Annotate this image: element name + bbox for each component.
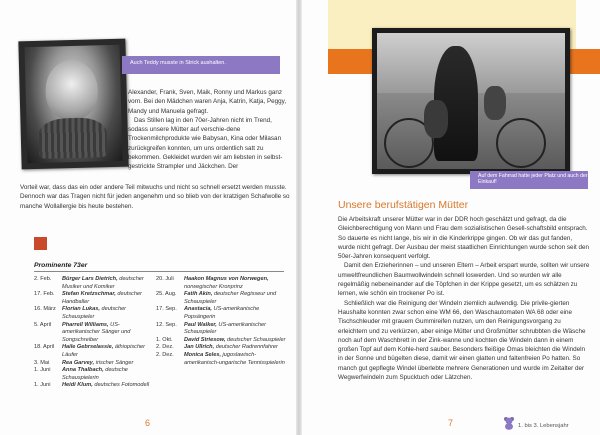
prominent-date: 1. Juni: [34, 382, 51, 389]
prominent-entry: [34, 382, 156, 390]
prominent-description: [62, 382, 149, 390]
prominent-name: Heidi Klum,: [62, 382, 93, 389]
right-paragraph-1: Die Arbeitskraft unserer Mütter war in der DDR hoch geschätzt und gefragt, da die Gleichberechtigung von Mann und Frau dem sozialistischen Gesell-schaftsbild entsprach. So dauerte es nicht lange, bis wir in die Kinderkrippe gingen. Ob wir das gut fanden, wurde nicht gefragt. Der Ausbau der meist staatlichen Einrichtungen wurde schon seit den 50er-Jahren konsequent verfolgt.: [338, 216, 589, 261]
right-heading: Unsere berufstätigen Mütter: [338, 199, 469, 211]
prominent-name: Jan Ullrich,: [184, 344, 215, 351]
right-paragraph-2: Damit den Erzieherinnen – und unseren Eltern – Arbeit erspart wurde, sollten wir unsere umweltfreundlichen Baumwollwindeln schnell loswerden. Und so wurden wir alle regelmäßig nebeneinander auf die Töpfchen in der Krippe gesetzt, um es schätzen zu lernen, wie schön ein trockener Po ist.: [338, 262, 590, 298]
teddy-photo: [18, 39, 128, 170]
prominent-entry: [34, 291, 156, 306]
prominent-role: deutscher Handballer: [62, 291, 142, 305]
prominent-date: 25. Aug.: [156, 291, 177, 298]
prominent-entry: [156, 276, 288, 291]
prominent-name: Fatih Akin,: [184, 291, 213, 298]
child-figure-rear: [484, 86, 506, 120]
prominent-date: 17. Sep.: [156, 306, 177, 313]
left-text-column: [128, 88, 288, 172]
prominent-description: [184, 352, 288, 367]
prominent-role: äthiopischer Läufer: [62, 344, 146, 358]
prominent-description: [62, 306, 156, 321]
prominent-name: Haile Gebrselassie,: [62, 344, 114, 351]
prominent-description: [184, 276, 288, 291]
prominent-description: [184, 306, 288, 321]
prominent-description: [62, 276, 156, 291]
prominent-date: 2. Dez.: [156, 351, 174, 358]
prominent-date: 2. Dez.: [156, 344, 174, 351]
prominent-description: [184, 291, 288, 306]
teddy-knit-sweater: [38, 117, 107, 159]
prominent-entry: [156, 322, 288, 337]
bicycle-caption: Auf dem Fahrrad hatte jeder Platz und auch der Einkauf!: [478, 173, 588, 186]
bicycle-photo: [372, 28, 570, 174]
right-paragraph-3: Schließlich war die Reinigung der Windeln ziemlich aufwendig. Die privile-gierten Haushalte konnten zwar schon eine WM 66, den Waschautomaten WA 68 oder eine Tischschleuder mit grauem Gummireifen nutzen, um den Reinigungsvorgang zu erleichtern und zu verkürzen, aber einige Mütter und Großmütter schrubbten die Wäsche noch auf dem Waschbrett in der Zink-wanne und kochten die Windeln dann in einem großen Topf auf dem Kohle-herd sauber. Besonders fleißige Omas bleichten die Windeln in der Sonne und bügelten diese, damit wir einen glatten und faltenfreien Po hatten. So manch gut gepflegte Windel überlebte mehrere Generationen und wurde im Zeitalter der Wegwerfwindeln zum Spucktuch oder Lätzchen.: [338, 299, 586, 382]
prominent-role: US-amerikanischer Schauspieler: [184, 321, 266, 336]
prominent-entry: [34, 367, 156, 382]
left-paragraph-2: Das Stillen lag in den 70er-Jahren nicht im Trend, sodass unsere Mütter auf verschie-dene Trockenmilchprodukte wie Babysan, Kina oder Milasan zurückgreifen konnten, um uns ordentlich satt zu bekommen. Gekleidet wurden wir am liebsten in selbst-gestrickte Strampler und Jäckchen. Der: [128, 116, 283, 171]
prominent-divider: [34, 271, 284, 272]
prominent-name: Monica Seles,: [184, 351, 221, 358]
prominent-date: 3. Mai: [34, 359, 50, 366]
prominent-role: US-amerikanischer Sänger und Songschreiber: [62, 321, 131, 343]
prominent-date: 2. Feb.: [34, 276, 52, 282]
prominent-name: Anastacia,: [184, 306, 212, 313]
prominent-description: [62, 367, 156, 382]
prominent-role: deutsches Fotomodell: [92, 382, 150, 389]
prominent-name: Paul Walker,: [184, 321, 217, 328]
bicycle-caption-bar: [470, 171, 588, 189]
page-number-left: 6: [145, 418, 151, 428]
prominent-date: 1. Okt.: [156, 336, 173, 343]
prominent-name: Florian Lukas,: [62, 306, 100, 313]
child-figure-front: [424, 100, 448, 138]
prominent-description: [184, 322, 288, 337]
prominent-entry: [34, 322, 156, 345]
prominent-name: Rea Garvey,: [62, 359, 95, 366]
prominent-name: Bürger Lars Dietrich,: [62, 276, 118, 282]
bicycle-wheel-rear: [496, 118, 546, 168]
prominent-role: deutsche Schauspielerin: [62, 367, 128, 381]
right-text-column: [338, 215, 590, 382]
prominent-date: 1. Juni: [34, 367, 51, 374]
teddy-caption: Auch Teddy musste in Strick aushalten.: [130, 60, 226, 66]
prominent-list-col2: [156, 276, 288, 367]
prominent-entry: [34, 306, 156, 321]
orange-accent-right: [566, 49, 600, 74]
prominent-role: deutscher Radrennfahrer: [214, 344, 278, 351]
prominent-date: 5. April: [34, 321, 52, 328]
prominent-description: [62, 344, 156, 359]
prominent-entry: [34, 360, 156, 368]
prominent-date: 18. April: [34, 344, 55, 351]
prominent-name: David Striesow,: [184, 336, 226, 343]
prominent-description: [62, 360, 133, 368]
prominent-role: jugoslawisch-amerikanisch-ungarische Tennisspielerin: [184, 351, 285, 366]
prominent-date: 17. Feb.: [34, 291, 55, 298]
prominent-title: Prominente 73er: [34, 262, 88, 269]
prominent-name: Stefan Kretzschmar,: [62, 291, 116, 298]
prominent-entry: [156, 344, 288, 352]
left-paragraph-3: Vorteil war, dass das ein oder andere Teil mitwuchs und nicht so schnell ersetzt werden musste. Dennoch war das Tragen nicht für jeden angenehm und so blieb von der kratzigen Schafwolle so manche Wollallergie bis heute bestehen.: [20, 184, 290, 210]
teddy-bear-icon: [503, 416, 515, 430]
prominent-role: deutscher Schauspieler: [225, 336, 286, 343]
prominent-description: [184, 337, 285, 345]
prominent-entry: [156, 291, 288, 306]
prominent-date: 20. Juli: [156, 276, 174, 282]
teddy-caption-bar: [122, 56, 280, 74]
prominent-name: Haakon Magnus von Norwegen,: [184, 276, 269, 282]
prominent-date: 16. März: [34, 306, 56, 313]
prominent-entry: [156, 352, 288, 367]
teddy-bear-head: [45, 59, 99, 120]
prominent-role: irischer Sänger: [94, 359, 134, 366]
prominent-role: deutscher Schauspieler: [62, 306, 127, 320]
left-paragraph-1: Alexander, Frank, Sven, Maik, Ronny und Markus ganz vorn. Bei den Mädchen waren Anja, Katrin, Katja, Peggy, Mandy und Manuela gefragt.: [128, 89, 287, 115]
chapter-tag: 1. bis 3. Lebensjahr: [518, 423, 569, 429]
prominent-entry: [34, 276, 156, 291]
prominent-role: deutscher Regisseur und Schauspieler: [184, 291, 277, 305]
prominent-entry: [156, 337, 288, 345]
prominent-description: [62, 291, 156, 306]
page-number-right: 7: [448, 418, 454, 428]
prominent-name: Anna Thalbach,: [62, 367, 104, 374]
prominent-entry: [156, 306, 288, 321]
prominent-description: [62, 322, 156, 345]
section-marker-square: [34, 237, 47, 250]
prominent-description: [184, 344, 278, 352]
prominent-role: deutscher Musiker und Komiker: [62, 276, 144, 290]
orange-accent-left: [328, 49, 374, 74]
prominent-list-col1: [34, 276, 156, 390]
prominent-role: norwegischer Kronprinz: [184, 283, 243, 290]
prominent-name: Pharrell Williams,: [62, 321, 109, 328]
prominent-date: 12. Sep.: [156, 321, 177, 328]
prominent-role: US-amerikanische Popsängerin: [184, 306, 260, 320]
prominent-entry: [34, 344, 156, 359]
